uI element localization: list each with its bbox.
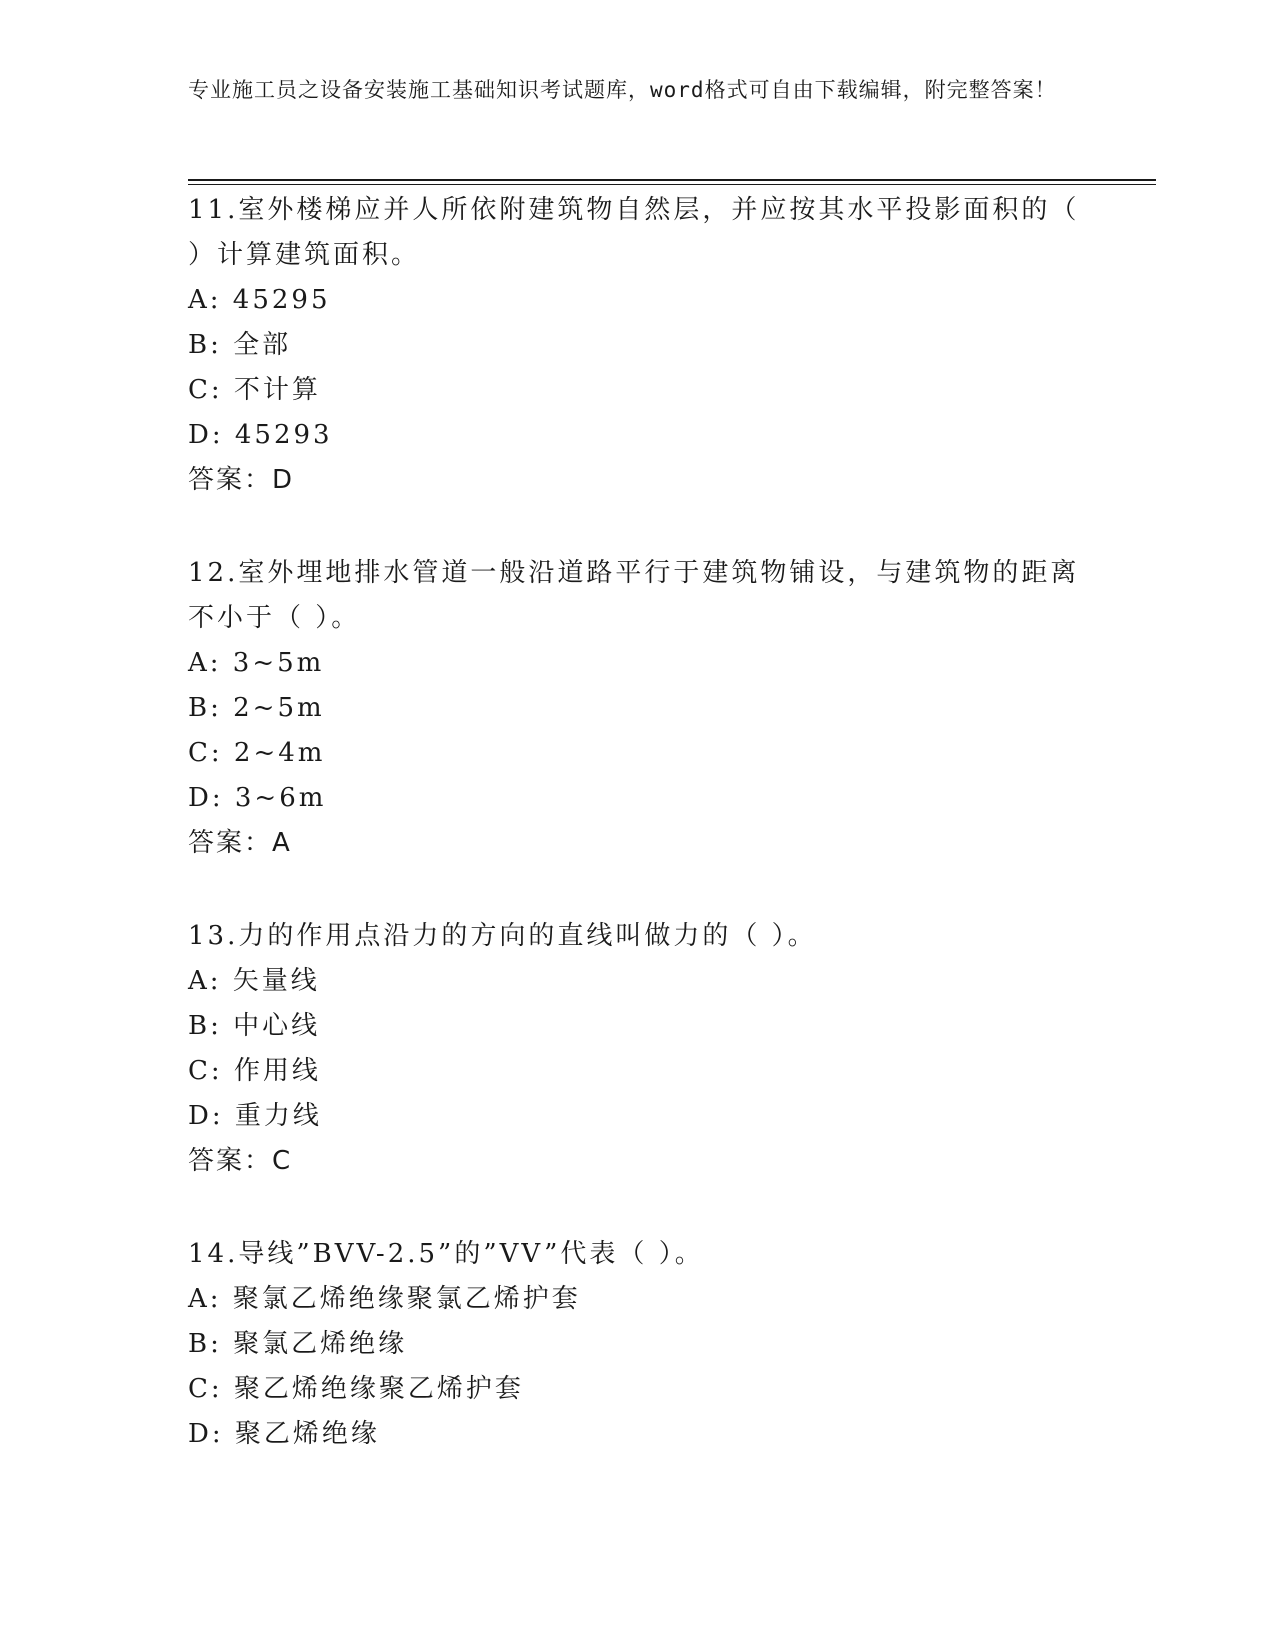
answer-line: 答案：A xyxy=(188,828,292,858)
question-stem: 11.室外楼梯应并人所依附建筑物自然层，并应按其水平投影面积的（ ）计算建筑面积。 xyxy=(188,195,1080,270)
option-b: B: 全部 xyxy=(188,330,292,360)
option-a: A: 45295 xyxy=(188,285,331,315)
header-rule-thin xyxy=(188,184,1156,185)
question-stem: 13.力的作用点沿力的方向的直线叫做力的（ ）。 xyxy=(188,921,817,951)
option-a: A: 3~5m xyxy=(188,648,325,678)
option-d: D: 45293 xyxy=(188,420,333,450)
option-d: D: 聚乙烯绝缘 xyxy=(188,1419,380,1449)
option-b: B: 聚氯乙烯绝缘 xyxy=(188,1329,408,1359)
answer-line: 答案：D xyxy=(188,465,295,495)
option-d: D: 重力线 xyxy=(188,1101,322,1131)
header-rule-thick xyxy=(188,179,1156,181)
question-stem: 14.导线”BVV-2.5”的”VV”代表（ ）。 xyxy=(188,1239,704,1269)
question-12 xyxy=(188,551,1088,866)
option-a: A: 聚氯乙烯绝缘聚氯乙烯护套 xyxy=(188,1284,581,1314)
document-header: 专业施工员之设备安装施工基础知识考试题库，word格式可自由下载编辑，附完整答案！ xyxy=(188,78,1057,102)
question-11 xyxy=(188,188,1088,503)
answer-line: 答案：C xyxy=(188,1146,293,1176)
option-c: C: 2~4m xyxy=(188,738,326,768)
option-c: C: 作用线 xyxy=(188,1056,321,1086)
option-d: D: 3~6m xyxy=(188,783,327,813)
question-13 xyxy=(188,914,1088,1184)
question-stem: 12.室外埋地排水管道一般沿道路平行于建筑物铺设，与建筑物的距离不小于（ ）。 xyxy=(188,558,1080,633)
option-b: B: 中心线 xyxy=(188,1011,321,1041)
question-14 xyxy=(188,1232,1088,1457)
option-a: A: 矢量线 xyxy=(188,966,320,996)
option-c: C: 不计算 xyxy=(188,375,321,405)
option-c: C: 聚乙烯绝缘聚乙烯护套 xyxy=(188,1374,524,1404)
option-b: B: 2~5m xyxy=(188,693,325,723)
